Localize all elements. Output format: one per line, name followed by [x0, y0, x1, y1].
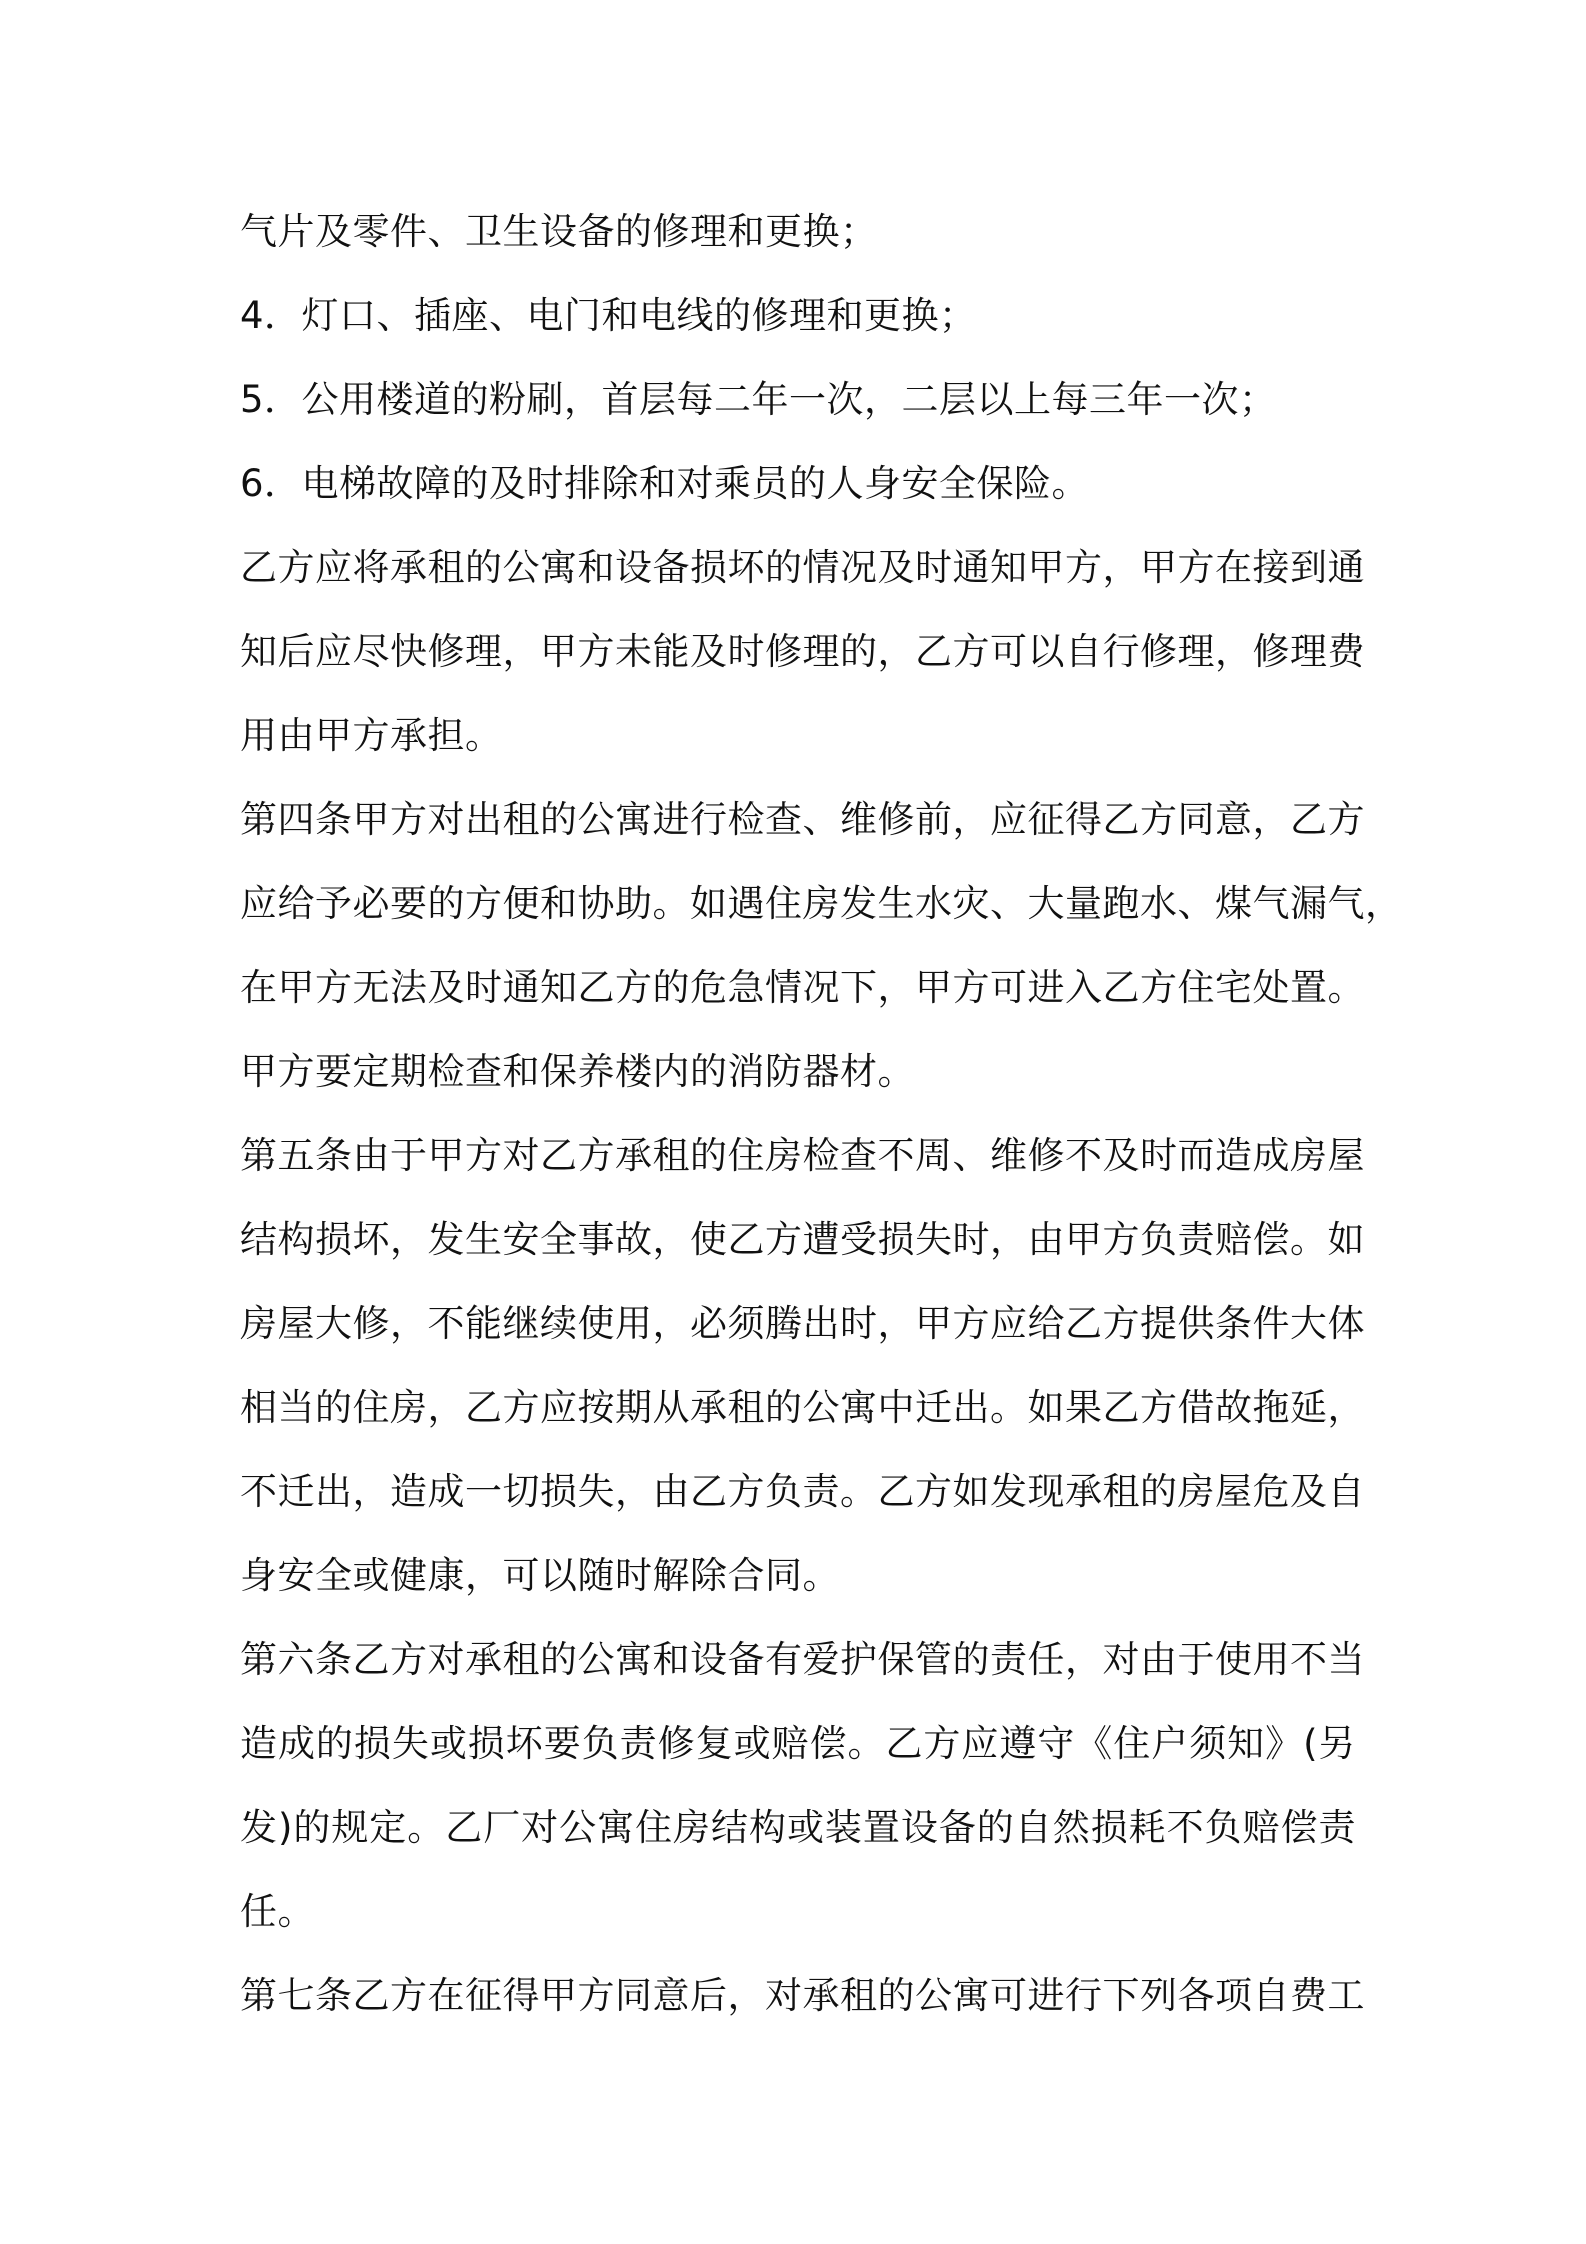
text-line: 应给予必要的方便和协助。如遇住房发生水灾、大量跑水、煤气漏气，: [240, 882, 1403, 925]
text-line: 不迁出，造成一切损失，由乙方负责。乙方如发现承租的房屋危及自: [240, 1470, 1365, 1513]
text-line: 第六条乙方对承租的公寓和设备有爱护保管的责任，对由于使用不当: [240, 1638, 1365, 1681]
text-line: 气片及零件、卫生设备的修理和更换；: [240, 210, 878, 253]
contract-text: [240, 190, 1403, 2038]
text-line: 任。: [240, 1890, 315, 1933]
text-line: 4．灯口、插座、电门和电线的修理和更换；: [240, 294, 977, 337]
text-line: 第五条由于甲方对乙方承租的住房检查不周、维修不及时而造成房屋: [240, 1134, 1365, 1177]
text-line: 5．公用楼道的粉刷，首层每二年一次，二层以上每三年一次；: [240, 378, 1277, 421]
text-line: 在甲方无法及时通知乙方的危急情况下，甲方可进入乙方住宅处置。: [240, 966, 1365, 1009]
text-line: 6．电梯故障的及时排除和对乘员的人身安全保险。: [240, 462, 1090, 505]
text-line: 知后应尽快修理，甲方未能及时修理的，乙方可以自行修理，修理费: [240, 630, 1365, 673]
text-line: 乙方应将承租的公寓和设备损坏的情况及时通知甲方，甲方在接到通: [240, 546, 1365, 589]
text-line: 第四条甲方对出租的公寓进行检查、维修前，应征得乙方同意，乙方: [240, 798, 1365, 841]
text-line: 用由甲方承担。: [240, 714, 503, 757]
text-line: 造成的损失或损坏要负责修复或赔偿。乙方应遵守《住户须知》(另: [240, 1722, 1356, 1765]
text-line: 发)的规定。乙厂对公寓住房结构或装置设备的自然损耗不负赔偿责: [240, 1806, 1356, 1849]
text-line: 房屋大修，不能继续使用，必须腾出时，甲方应给乙方提供条件大体: [240, 1302, 1365, 1345]
text-line: 甲方要定期检查和保养楼内的消防器材。: [240, 1050, 915, 1093]
text-line: 身安全或健康，可以随时解除合同。: [240, 1554, 840, 1597]
text-line: 第七条乙方在征得甲方同意后，对承租的公寓可进行下列各项自费工: [240, 1974, 1365, 2017]
text-line: 结构损坏，发生安全事故，使乙方遭受损失时，由甲方负责赔偿。如: [240, 1218, 1365, 1261]
text-line: 相当的住房，乙方应按期从承租的公寓中迁出。如果乙方借故拖延，: [240, 1386, 1365, 1429]
